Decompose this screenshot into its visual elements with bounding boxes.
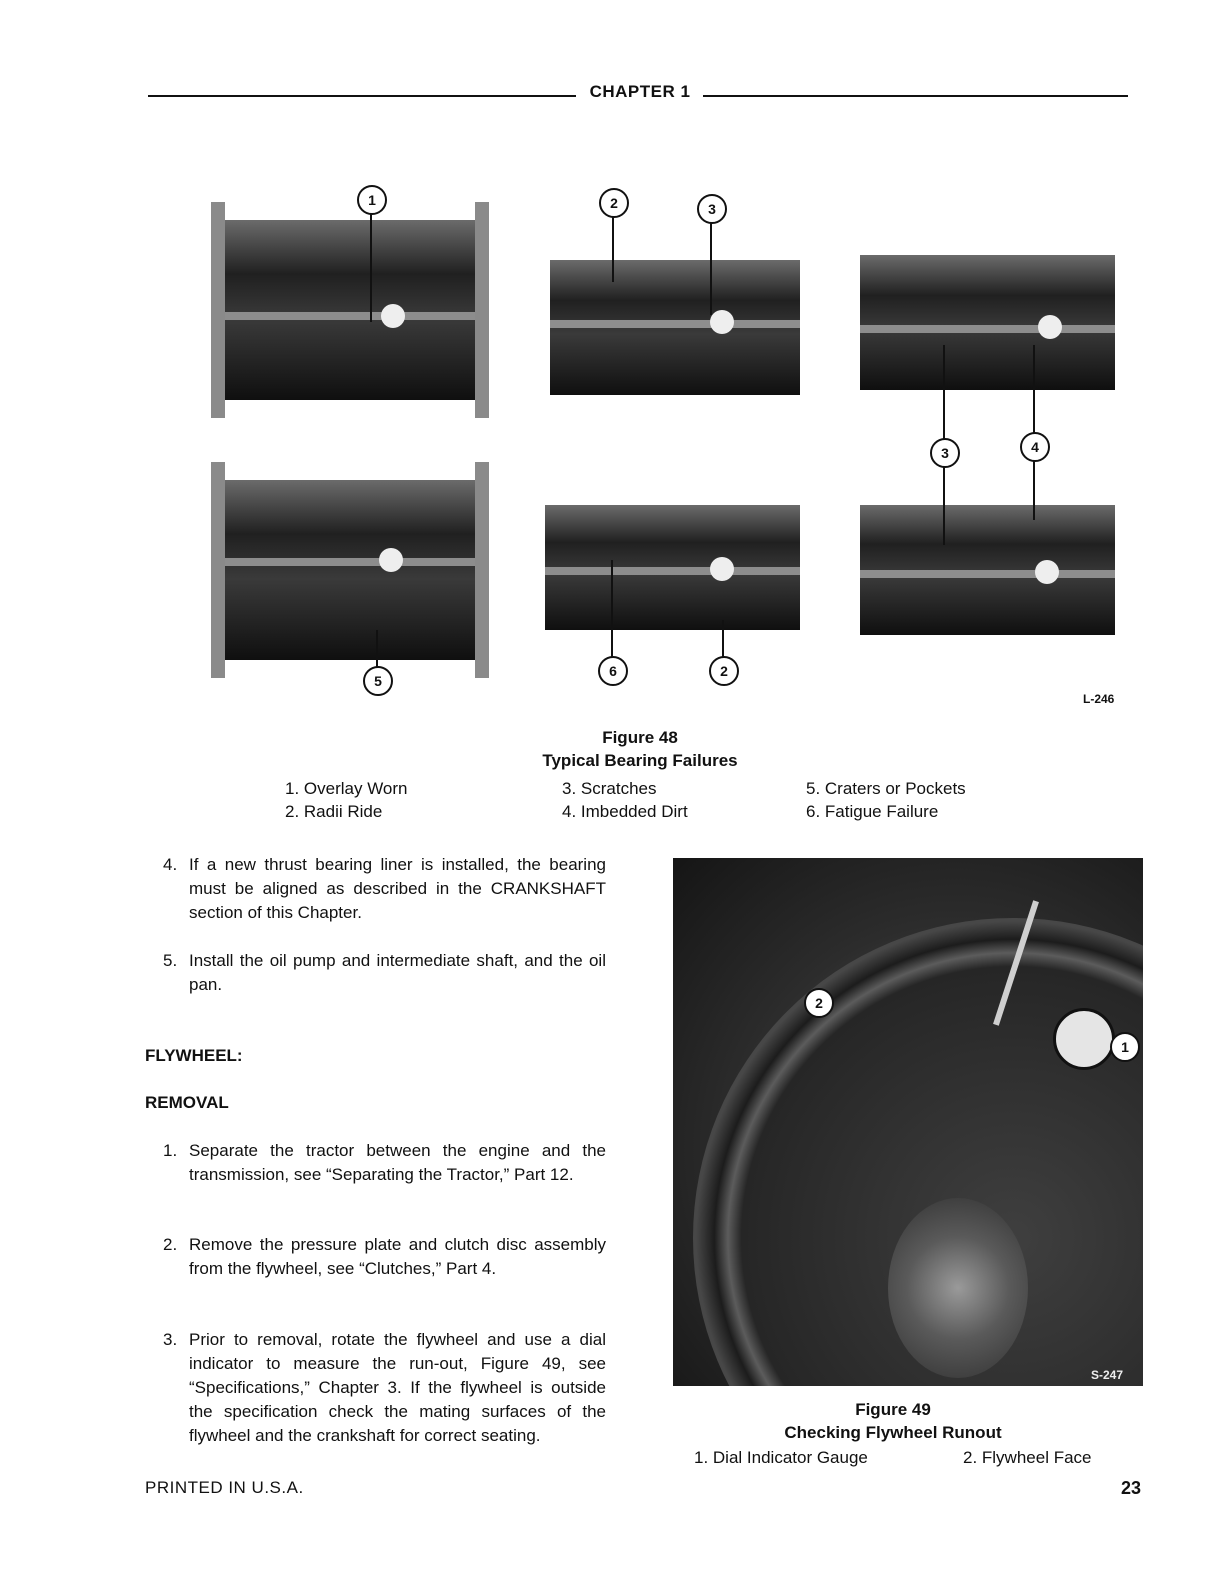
figure-48-legend-1: 1. Overlay Worn: [285, 779, 408, 798]
removal-step-3: [163, 1328, 606, 1472]
removal-step-1: [163, 1139, 606, 1211]
figure-49-photo: [673, 858, 1143, 1386]
figure-49-title: Figure 49: [855, 1400, 931, 1419]
callout-2-fig49: 2: [804, 988, 834, 1018]
callout-1: 1: [357, 185, 387, 215]
header-rule-right: [703, 95, 1128, 97]
bearing-top-middle: [550, 260, 800, 395]
callout-3-right: 3: [930, 438, 960, 468]
step-number: 2.: [163, 1235, 178, 1254]
step-text: Separate the tractor between the engine and the transmission, see “Separating the Tractor,” Part 12.: [189, 1141, 606, 1184]
step-text: Prior to removal, rotate the flywheel and use a dial indicator to measure the run-out, Figure 49, see “Specifications,” Chapter 3. If the flywheel is outside the specification check the mating surfaces of the flywheel and the crankshaft for correct seating.: [189, 1330, 606, 1445]
callout-6: 6: [598, 656, 628, 686]
figure-48-legend-6: 6. Fatigue Failure: [806, 802, 939, 821]
step-text: Remove the pressure plate and clutch disc assembly from the flywheel, see “Clutches,” Part 4.: [189, 1235, 606, 1278]
step-5: [163, 949, 606, 997]
step-number: 5.: [163, 951, 178, 970]
chapter-title: CHAPTER 1: [589, 82, 691, 101]
bearing-top-right: [860, 255, 1115, 390]
callout-2: 2: [599, 188, 629, 218]
figure-49-legend-1: 1. Dial Indicator Gauge: [694, 1448, 868, 1467]
bearing-bottom-left: [225, 480, 475, 660]
bearing-bottom-middle: [545, 505, 800, 630]
figure-48-photo: [180, 150, 1135, 710]
step-number: 3.: [163, 1330, 178, 1349]
callout-4: 4: [1020, 432, 1050, 462]
figure-48-legend-5: 5. Craters or Pockets: [806, 779, 966, 798]
step-text: Install the oil pump and intermediate shaft, and the oil pan.: [189, 951, 606, 994]
step-text: If a new thrust bearing liner is installed, the bearing must be aligned as described in the CRANKSHAFT section of this Chapter.: [189, 855, 606, 922]
section-heading: FLYWHEEL:: [145, 1046, 243, 1065]
callout-2-bottom: 2: [709, 656, 739, 686]
header-rule-left: [148, 95, 576, 97]
figure-48-ref-code: L-246: [1083, 692, 1115, 706]
dial-indicator-gauge: [1053, 1008, 1115, 1070]
removal-step-2: [163, 1233, 606, 1305]
figure-48-subtitle: Typical Bearing Failures: [542, 751, 738, 770]
figure-48-title: Figure 48: [602, 728, 678, 747]
figure-49-ref-code: S-247: [1091, 1368, 1124, 1382]
figure-48-legend-2: 2. Radii Ride: [285, 802, 383, 821]
bearing-top-left: [225, 220, 475, 400]
sub-heading: REMOVAL: [145, 1093, 229, 1112]
step-4: [163, 853, 606, 925]
figure-48-legend-3: 3. Scratches: [562, 779, 657, 798]
figure-48-legend-4: 4. Imbedded Dirt: [562, 802, 688, 821]
callout-5: 5: [363, 666, 393, 696]
page-number: 23: [1121, 1478, 1142, 1498]
bearing-bottom-right: [860, 505, 1115, 635]
figure-49-subtitle: Checking Flywheel Runout: [784, 1423, 1002, 1442]
figure-49-legend-2: 2. Flywheel Face: [963, 1448, 1092, 1467]
step-number: 1.: [163, 1141, 178, 1160]
printed-in-note: PRINTED IN U.S.A.: [145, 1478, 304, 1497]
flywheel-hub: [888, 1198, 1028, 1378]
callout-1-fig49: 1: [1110, 1032, 1140, 1062]
callout-3: 3: [697, 194, 727, 224]
step-number: 4.: [163, 855, 178, 874]
